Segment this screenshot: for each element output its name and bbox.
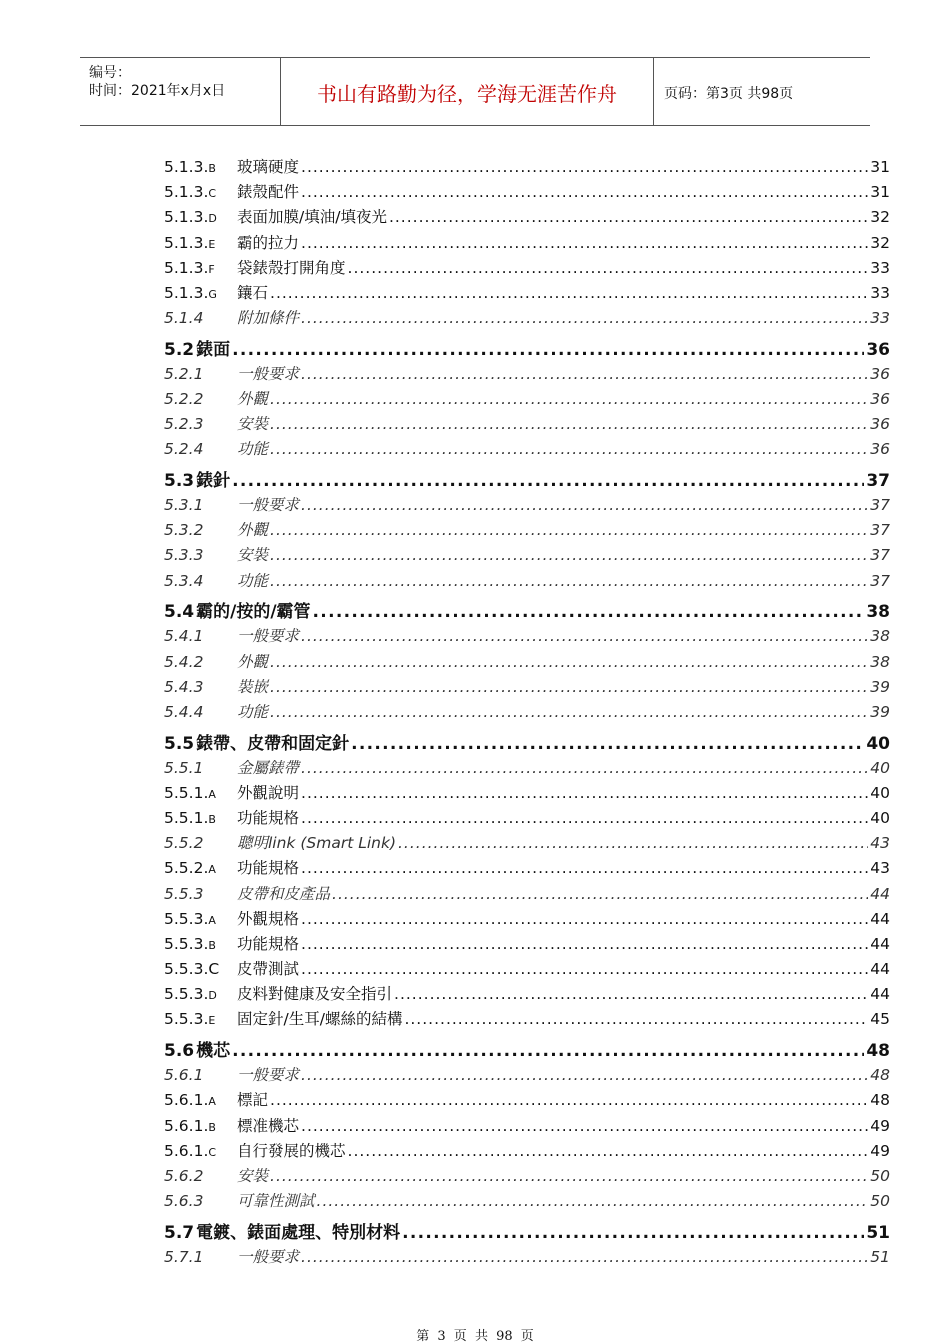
- toc-entry[interactable]: [164, 306, 890, 331]
- footer-text: 共: [474, 1329, 488, 1344]
- toc-entry[interactable]: [164, 493, 890, 518]
- document-number-label: 编号：: [89, 65, 131, 81]
- toc-entry[interactable]: [164, 725, 890, 756]
- toc-entry-page: 37: [870, 571, 890, 590]
- toc-entry-number: 5.1.3.G: [164, 283, 217, 302]
- toc-entry[interactable]: [164, 932, 890, 957]
- header-slogan: 书山有路勤为径，学海无涯苦作舟: [317, 82, 617, 106]
- toc-entry-page: 48: [866, 1041, 890, 1062]
- toc-entry-number: 5.5.1.A: [164, 783, 216, 802]
- toc-entry-page: 38: [870, 627, 890, 646]
- toc-leader-dots: [351, 734, 864, 754]
- toc-entry[interactable]: [164, 387, 890, 412]
- toc-leader-dots: [317, 1192, 869, 1210]
- toc-entry-title: 功能: [237, 702, 269, 721]
- toc-entry-page: 50: [870, 1192, 890, 1211]
- toc-entry-page: 44: [870, 934, 890, 953]
- toc-entry-page: 44: [870, 960, 890, 979]
- toc-leader-dots: [301, 784, 868, 802]
- header-slogan-cell: [281, 58, 654, 125]
- toc-entry-number: 5.5.3.A: [164, 909, 216, 928]
- toc-entry-page: 37: [866, 471, 890, 492]
- toc-entry-title: 外觀規格: [237, 909, 300, 928]
- toc-leader-dots: [270, 415, 868, 433]
- toc-entry-page: 32: [870, 233, 890, 252]
- toc-entry[interactable]: [164, 1245, 890, 1270]
- toc-entry-title: 錶面: [196, 339, 231, 360]
- toc-entry-page: 36: [870, 415, 890, 434]
- toc-entry-title: 外觀: [237, 521, 269, 540]
- toc-entry-title: 一般要求: [237, 627, 300, 646]
- toc-entry-number: 5.2: [164, 339, 195, 360]
- toc-leader-dots: [348, 259, 869, 277]
- toc-entry-page: 36: [866, 339, 890, 360]
- toc-entry-number: 5.4.2: [164, 652, 204, 671]
- toc-entry-title: 錶殼配件: [237, 183, 300, 202]
- toc-entry-page: 32: [870, 208, 890, 227]
- toc-entry-title: 安裝: [237, 1166, 269, 1185]
- toc-entry-title: 一般要求: [237, 1247, 300, 1266]
- toc-entry-number: 5.6.3: [164, 1192, 204, 1211]
- toc-entry-number: 5.1.3.D: [164, 208, 217, 227]
- toc-entry-number: 5.7.1: [164, 1247, 204, 1266]
- toc-leader-dots: [301, 809, 868, 827]
- toc-entry-title: 外觀: [237, 652, 269, 671]
- toc-entry-number: 5.3.1: [164, 496, 204, 515]
- toc-entry-number: 5.6.1.A: [164, 1091, 216, 1110]
- toc-entry[interactable]: [164, 882, 890, 907]
- toc-leader-dots: [270, 1091, 868, 1109]
- toc-leader-dots: [301, 365, 868, 383]
- toc-entry-number: 5.5.3: [164, 884, 204, 903]
- toc-leader-dots: [301, 1066, 868, 1084]
- toc-entry-number: 5.4: [164, 602, 195, 623]
- toc-entry[interactable]: [164, 231, 890, 256]
- toc-leader-dots: [301, 158, 868, 176]
- toc-entry-title: 功能: [237, 440, 269, 459]
- toc-leader-dots: [301, 759, 868, 777]
- toc-entry-number: 5.7: [164, 1222, 195, 1243]
- toc-entry-title: 電鍍、錶面處理、特別材料: [196, 1222, 401, 1243]
- toc-entry-number: 5.6.1.B: [164, 1116, 216, 1135]
- toc-leader-dots: [301, 234, 868, 252]
- toc-entry[interactable]: [164, 856, 890, 881]
- toc-entry[interactable]: [164, 1114, 890, 1139]
- toc-entry-number: 5.3.4: [164, 571, 204, 590]
- toc-entry-page: 39: [870, 702, 890, 721]
- toc-entry[interactable]: [164, 543, 890, 568]
- footer-text: 页: [453, 1329, 467, 1344]
- toc-entry[interactable]: [164, 831, 890, 856]
- footer-text: 页: [520, 1329, 534, 1344]
- toc-leader-dots: [301, 935, 868, 953]
- toc-entry[interactable]: [164, 1139, 890, 1164]
- toc-entry-title: 霸的拉力: [237, 233, 300, 252]
- toc-entry-page: 49: [870, 1116, 890, 1135]
- toc-entry[interactable]: [164, 1033, 890, 1064]
- toc-leader-dots: [301, 859, 868, 877]
- page-footer: [0, 1325, 950, 1344]
- toc-entry-number: 5.1.3.E: [164, 233, 216, 252]
- toc-entry[interactable]: [164, 1164, 890, 1189]
- table-of-contents: [164, 155, 890, 1270]
- toc-entry-page: 44: [870, 884, 890, 903]
- toc-entry[interactable]: [164, 675, 890, 700]
- toc-leader-dots: [270, 390, 868, 408]
- toc-entry-title: 一般要求: [237, 364, 300, 383]
- toc-entry-page: 33: [870, 309, 890, 328]
- toc-entry-page: 37: [870, 546, 890, 565]
- toc-entry-page: 45: [870, 1010, 890, 1029]
- toc-entry-title: 外觀說明: [237, 783, 300, 802]
- toc-entry-title: 附加條件: [237, 309, 300, 328]
- toc-entry[interactable]: [164, 256, 890, 281]
- toc-entry-number: 5.5.2.A: [164, 859, 216, 878]
- toc-entry-number: 5.6.2: [164, 1166, 204, 1185]
- toc-entry[interactable]: [164, 412, 890, 437]
- toc-entry[interactable]: [164, 700, 890, 725]
- toc-entry-title: 安裝: [237, 546, 269, 565]
- toc-entry-number: 5.4.3: [164, 677, 204, 696]
- footer-text: 第: [416, 1329, 430, 1344]
- toc-leader-dots: [404, 1010, 868, 1028]
- toc-entry-page: 49: [870, 1141, 890, 1160]
- toc-entry-title: 鑲石: [237, 283, 269, 302]
- toc-entry-title: 安裝: [237, 415, 269, 434]
- toc-leader-dots: [270, 546, 868, 564]
- toc-entry[interactable]: [164, 907, 890, 932]
- toc-entry-title: 固定針/生耳/螺絲的結構: [237, 1010, 403, 1029]
- toc-entry-number: 5.6.1.C: [164, 1141, 217, 1160]
- toc-leader-dots: [232, 1041, 864, 1061]
- toc-entry[interactable]: [164, 155, 890, 180]
- toc-entry[interactable]: [164, 1189, 890, 1214]
- toc-leader-dots: [270, 653, 868, 671]
- toc-entry-page: 40: [870, 783, 890, 802]
- toc-entry-page: 37: [870, 496, 890, 515]
- toc-entry-title: 霸的/按的/霸管: [196, 602, 311, 623]
- toc-entry-number: 5.6: [164, 1041, 195, 1062]
- toc-entry-number: 5.3: [164, 471, 195, 492]
- toc-entry-title: 表面加膜/填油/填夜光: [237, 208, 387, 227]
- toc-entry-number: 5.1.4: [164, 309, 204, 328]
- toc-entry-number: 5.1.3.B: [164, 158, 216, 176]
- toc-entry-page: 48: [870, 1066, 890, 1085]
- toc-entry[interactable]: [164, 362, 890, 387]
- toc-entry-page: 39: [870, 677, 890, 696]
- toc-leader-dots: [270, 1167, 868, 1185]
- toc-entry-number: 5.5: [164, 733, 195, 754]
- toc-entry-title: 自行發展的機芯: [237, 1141, 346, 1160]
- toc-leader-dots: [398, 834, 868, 852]
- toc-entry[interactable]: [164, 180, 890, 205]
- toc-entry-page: 38: [870, 652, 890, 671]
- toc-leader-dots: [301, 910, 868, 928]
- toc-entry-number: 5.5.1.B: [164, 808, 216, 827]
- header-page-cell: [654, 58, 870, 125]
- toc-leader-dots: [270, 440, 868, 458]
- footer-current-page: 3: [437, 1329, 446, 1344]
- toc-leader-dots: [301, 183, 868, 201]
- toc-entry-number: 5.5.3.E: [164, 1010, 216, 1029]
- toc-entry-page: 48: [870, 1091, 890, 1110]
- toc-entry-number: 5.2.4: [164, 440, 204, 459]
- toc-entry-title: 聰明link (Smart Link): [237, 834, 396, 853]
- toc-entry-title: 功能: [237, 571, 269, 590]
- toc-entry-number: 5.2.2: [164, 390, 204, 408]
- toc-entry-page: 37: [870, 521, 890, 540]
- toc-entry[interactable]: [164, 569, 890, 594]
- toc-entry-number: 5.5.1: [164, 758, 204, 777]
- toc-entry-page: 36: [870, 440, 890, 459]
- toc-entry-title: 外觀: [237, 390, 269, 408]
- toc-entry-number: 5.5.3.B: [164, 934, 216, 953]
- toc-entry-page: 31: [870, 158, 890, 176]
- toc-entry-title: 袋錶殼打開角度: [237, 258, 346, 277]
- toc-leader-dots: [313, 602, 865, 622]
- toc-entry[interactable]: [164, 650, 890, 675]
- toc-leader-dots: [270, 572, 868, 590]
- toc-entry-title: 錶針: [196, 471, 231, 492]
- document-time-label: 时间：2021年x月x日: [89, 83, 226, 99]
- toc-entry[interactable]: [164, 982, 890, 1007]
- toc-entry-title: 玻璃硬度: [237, 158, 300, 176]
- toc-entry-page: 33: [870, 258, 890, 277]
- toc-leader-dots: [348, 1142, 869, 1160]
- toc-entry-number: 5.5.3.C: [164, 960, 220, 979]
- toc-entry-title: 金屬錶帶: [237, 758, 300, 777]
- toc-leader-dots: [402, 1223, 864, 1243]
- header-meta-cell: [80, 58, 281, 125]
- toc-entry-page: 44: [870, 909, 890, 928]
- toc-entry-page: 40: [866, 733, 890, 754]
- toc-entry-title: 皮帶和皮產品: [237, 884, 331, 903]
- toc-entry[interactable]: [164, 806, 890, 831]
- toc-entry[interactable]: [164, 463, 890, 494]
- toc-entry[interactable]: [164, 437, 890, 462]
- toc-entry-page: 51: [870, 1247, 890, 1266]
- toc-entry-page: 36: [870, 364, 890, 383]
- toc-entry-number: 5.4.1: [164, 627, 204, 646]
- toc-entry-title: 一般要求: [237, 496, 300, 515]
- toc-entry-page: 44: [870, 985, 890, 1004]
- toc-leader-dots: [301, 960, 868, 978]
- toc-entry[interactable]: [164, 957, 890, 982]
- toc-entry[interactable]: [164, 1214, 890, 1245]
- toc-entry-title: 標記: [237, 1091, 269, 1110]
- toc-entry[interactable]: [164, 756, 890, 781]
- toc-entry[interactable]: [164, 781, 890, 806]
- toc-entry[interactable]: [164, 1088, 890, 1113]
- toc-entry-title: 裝嵌: [237, 677, 269, 696]
- toc-entry[interactable]: [164, 1007, 890, 1032]
- toc-entry[interactable]: [164, 1063, 890, 1088]
- header-page-info: 页码：第3页 共98页: [664, 86, 794, 102]
- toc-leader-dots: [301, 627, 868, 645]
- toc-entry-page: 36: [870, 390, 890, 408]
- toc-entry-title: 錶帶、皮帶和固定針: [196, 733, 350, 754]
- toc-entry-title: 標准機芯: [237, 1116, 300, 1135]
- toc-leader-dots: [232, 471, 864, 491]
- toc-entry-title: 功能規格: [237, 934, 300, 953]
- toc-leader-dots: [301, 309, 868, 327]
- toc-leader-dots: [332, 885, 868, 903]
- toc-leader-dots: [270, 678, 868, 696]
- toc-leader-dots: [232, 340, 864, 360]
- toc-entry-page: 43: [870, 859, 890, 878]
- toc-entry-number: 5.2.3: [164, 415, 204, 434]
- page-header: [80, 57, 870, 126]
- toc-leader-dots: [270, 284, 868, 302]
- toc-leader-dots: [301, 496, 868, 514]
- toc-leader-dots: [301, 1248, 868, 1266]
- toc-entry-title: 可靠性測試: [237, 1192, 315, 1211]
- toc-entry-page: 50: [870, 1166, 890, 1185]
- footer-total-pages: 98: [496, 1329, 513, 1344]
- toc-leader-dots: [270, 703, 868, 721]
- toc-entry[interactable]: [164, 594, 890, 625]
- toc-entry-number: 5.5.3.D: [164, 985, 217, 1004]
- toc-entry[interactable]: [164, 281, 890, 306]
- toc-entry-number: 5.1.3.F: [164, 258, 215, 277]
- toc-entry-title: 皮料對健康及安全指引: [237, 985, 393, 1004]
- toc-entry-page: 43: [870, 834, 890, 853]
- toc-leader-dots: [270, 521, 868, 539]
- toc-entry[interactable]: [164, 331, 890, 362]
- toc-entry-title: 一般要求: [237, 1066, 300, 1085]
- toc-entry-number: 5.5.2: [164, 834, 204, 853]
- toc-entry-title: 皮帶測試: [237, 960, 300, 979]
- toc-entry-number: 5.3.2: [164, 521, 204, 540]
- toc-entry-page: 40: [870, 758, 890, 777]
- toc-entry[interactable]: [164, 624, 890, 649]
- toc-entry-title: 功能規格: [237, 808, 300, 827]
- toc-entry-page: 51: [866, 1222, 890, 1243]
- toc-entry-page: 31: [870, 183, 890, 202]
- toc-entry[interactable]: [164, 205, 890, 230]
- toc-entry-number: 5.1.3.C: [164, 183, 217, 202]
- toc-entry-page: 40: [870, 808, 890, 827]
- toc-entry-title: 功能規格: [237, 859, 300, 878]
- toc-leader-dots: [389, 208, 868, 226]
- toc-leader-dots: [301, 1117, 868, 1135]
- toc-entry-page: 33: [870, 283, 890, 302]
- toc-entry-number: 5.2.1: [164, 364, 204, 383]
- toc-entry[interactable]: [164, 518, 890, 543]
- toc-entry-title: 機芯: [196, 1041, 231, 1062]
- toc-entry-page: 38: [866, 602, 890, 623]
- toc-entry-number: 5.3.3: [164, 546, 204, 565]
- toc-entry-number: 5.6.1: [164, 1066, 204, 1085]
- toc-leader-dots: [394, 985, 868, 1003]
- toc-entry-number: 5.4.4: [164, 702, 204, 721]
